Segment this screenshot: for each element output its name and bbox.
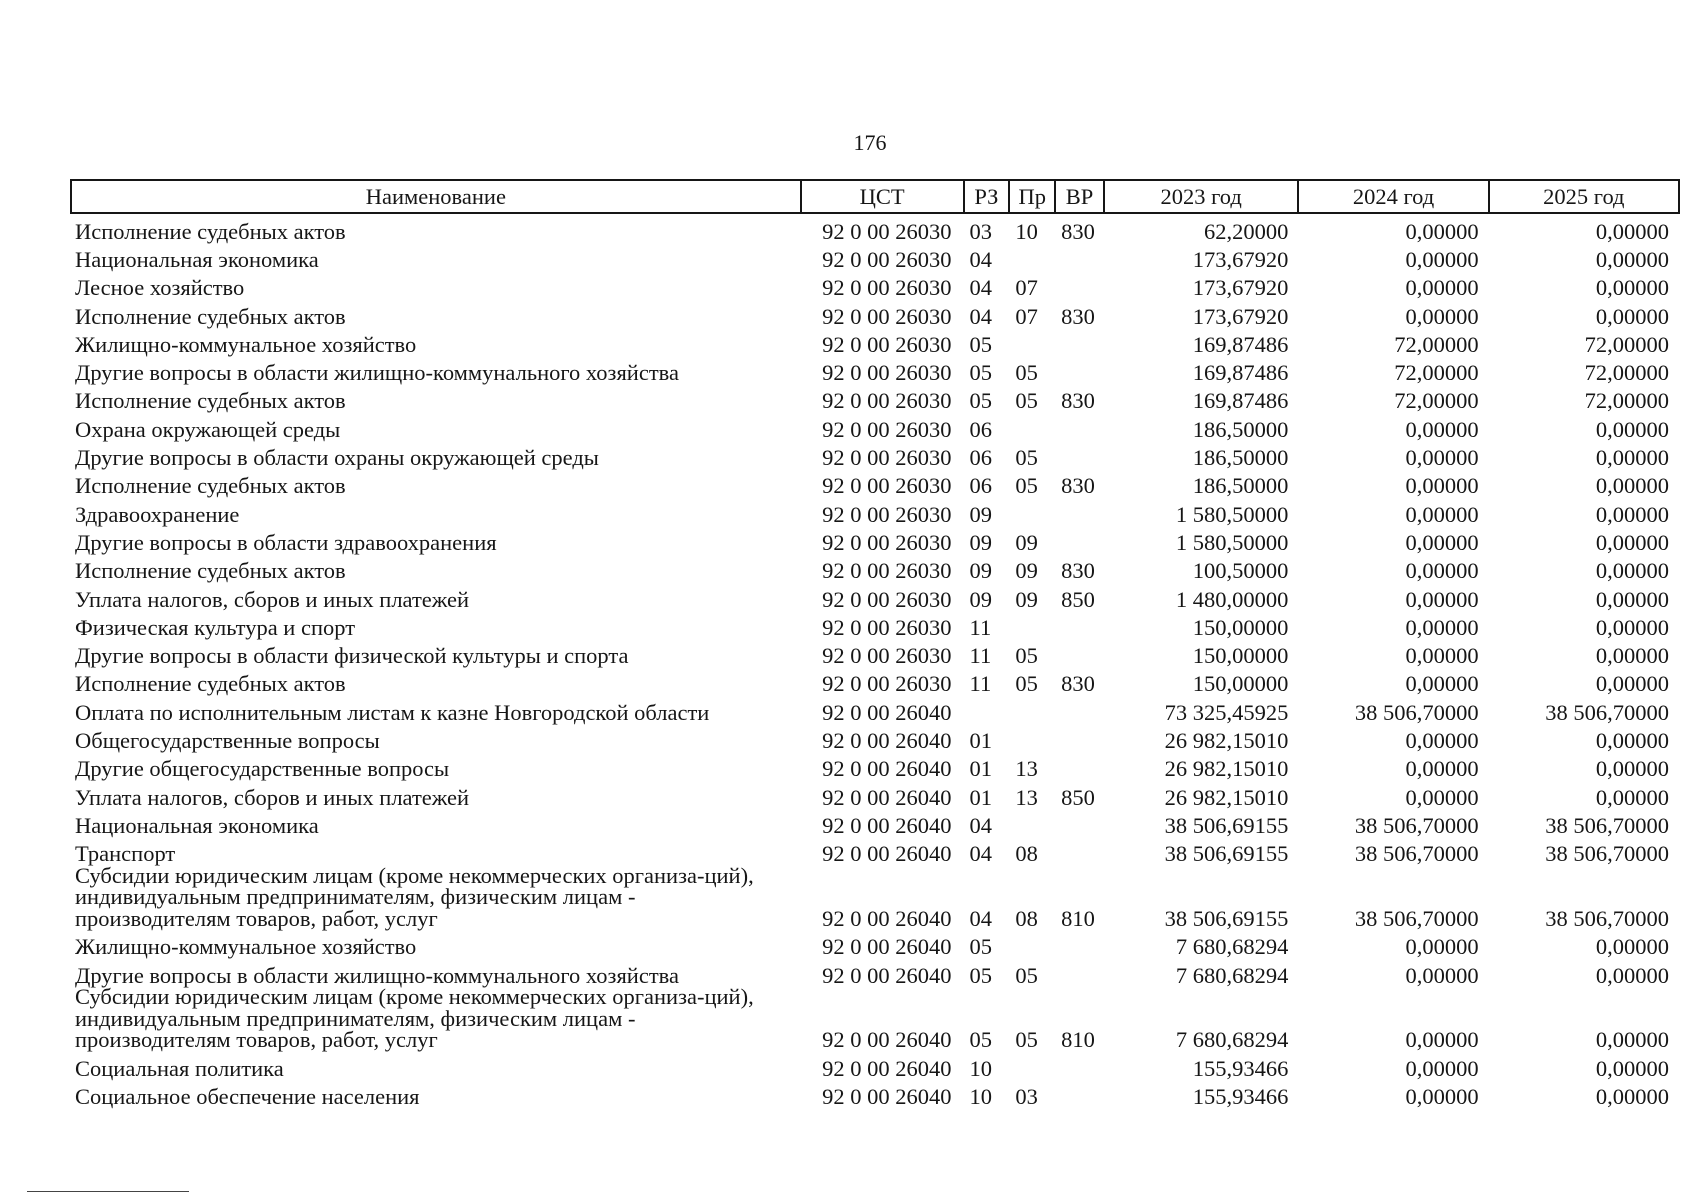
cell-2023: 38 506,69155 [1164, 812, 1289, 838]
cell-2024: 0,00000 [1405, 962, 1479, 988]
cell-vr [1055, 752, 1104, 780]
cell-2025: 0,00000 [1595, 1055, 1669, 1081]
cell-pr: 05 [1015, 388, 1038, 414]
cell-2024: 0,00000 [1405, 529, 1479, 555]
cell-vr: 830 [1061, 218, 1095, 244]
cell-2024: 0,00000 [1405, 728, 1479, 754]
cell-cst: 92 0 00 26030 [822, 558, 952, 584]
cell-2023: 1 580,50000 [1175, 501, 1289, 527]
cell-name: Другие вопросы в области жилищно-коммунального хозяйства [75, 962, 679, 988]
cell-rz: 05 [969, 1027, 993, 1053]
cell-2023: 73 325,45925 [1164, 699, 1289, 725]
cell-2024: 72,00000 [1394, 360, 1479, 386]
cell-vr [1055, 327, 1104, 355]
cell-cst: 92 0 00 26030 [822, 671, 952, 697]
cell-name: Субсидии юридическим лицам (кроме некоммерческих организа-ций), индивидуальным предпринимателям, физическим лицам - производителям товаров, работ, услуг [75, 984, 754, 1053]
cell-cst: 92 0 00 26040 [822, 1055, 952, 1081]
table-row [71, 808, 1679, 836]
cell-2023: 173,67920 [1192, 247, 1289, 272]
cell-2024: 0,00000 [1405, 671, 1479, 697]
table-row [71, 610, 1679, 638]
cell-2023: 155,93466 [1192, 1055, 1289, 1081]
cell-cst: 92 0 00 26040 [822, 812, 952, 838]
cell-pr [1009, 242, 1055, 270]
cell-vr: 830 [1061, 558, 1095, 584]
cell-2025: 0,00000 [1595, 1027, 1669, 1053]
table-row [71, 1051, 1679, 1079]
cell-name: Социальная политика [75, 1055, 284, 1081]
cell-rz: 10 [969, 1083, 993, 1109]
table-row [71, 638, 1679, 666]
cell-2025: 0,00000 [1595, 643, 1669, 669]
table-row [71, 930, 1679, 958]
header-rz: РЗ [964, 180, 1010, 213]
table-row [71, 213, 1679, 242]
header-2023: 2023 год [1104, 180, 1298, 213]
cell-2024: 0,00000 [1405, 934, 1479, 960]
cell-rz: 10 [969, 1055, 993, 1081]
cell-2023: 26 982,15010 [1164, 728, 1289, 754]
cell-cst: 92 0 00 26040 [822, 756, 952, 782]
cell-rz: 09 [969, 501, 993, 527]
cell-2023: 62,20000 [1203, 218, 1289, 244]
cell-2025: 0,00000 [1595, 416, 1669, 442]
cell-2024: 0,00000 [1405, 586, 1479, 612]
cell-2024: 0,00000 [1405, 445, 1479, 471]
table-row [71, 299, 1679, 327]
table-row [71, 271, 1679, 299]
cell-rz: 04 [969, 841, 993, 867]
cell-2023: 150,00000 [1192, 614, 1289, 640]
cell-rz [964, 695, 1010, 723]
cell-rz: 05 [969, 934, 993, 960]
cell-2023: 155,93466 [1192, 1083, 1289, 1109]
cell-cst: 92 0 00 26030 [822, 388, 952, 414]
cell-pr [1009, 327, 1055, 355]
cell-rz: 04 [969, 303, 993, 329]
cell-2025: 0,00000 [1595, 558, 1669, 584]
table-row [71, 440, 1679, 468]
cell-pr: 09 [1015, 558, 1038, 584]
cell-cst: 92 0 00 26030 [822, 643, 952, 669]
cell-cst: 92 0 00 26030 [822, 445, 952, 471]
header-vr: ВР [1055, 180, 1104, 213]
cell-pr: 07 [1015, 275, 1038, 301]
cell-pr: 05 [1015, 1027, 1038, 1053]
cell-vr [1055, 271, 1104, 299]
cell-2023: 173,67920 [1192, 303, 1289, 329]
cell-pr: 05 [1015, 445, 1038, 471]
cell-pr: 08 [1015, 841, 1038, 867]
cell-2024: 0,00000 [1405, 614, 1479, 640]
cell-pr [1009, 1051, 1055, 1079]
cell-name: Уплата налогов, сборов и иных платежей [75, 784, 470, 810]
header-name: Наименование [71, 180, 801, 213]
cell-vr [1055, 610, 1104, 638]
cell-2025: 0,00000 [1595, 529, 1669, 555]
cell-vr [1055, 242, 1104, 270]
cell-rz: 04 [969, 906, 993, 932]
cell-vr [1055, 412, 1104, 440]
cell-2025: 0,00000 [1595, 303, 1669, 329]
cell-cst: 92 0 00 26030 [822, 501, 952, 527]
header-2025: 2025 год [1489, 180, 1679, 213]
table-row [71, 384, 1679, 412]
cell-2024: 0,00000 [1405, 218, 1479, 244]
cell-cst: 92 0 00 26040 [822, 728, 952, 754]
cell-2025: 0,00000 [1595, 501, 1669, 527]
cell-name: Национальная экономика [75, 812, 319, 838]
cell-pr: 09 [1015, 586, 1038, 612]
cell-2025: 0,00000 [1595, 445, 1669, 471]
cell-name: Исполнение судебных актов [75, 558, 346, 584]
cell-2024: 72,00000 [1394, 388, 1479, 414]
table-row [71, 554, 1679, 582]
cell-2023: 186,50000 [1192, 416, 1289, 442]
cell-vr: 850 [1061, 586, 1095, 612]
cell-2025: 72,00000 [1584, 331, 1669, 357]
cell-vr [1055, 930, 1104, 958]
cell-vr [1055, 723, 1104, 751]
cell-cst: 92 0 00 26030 [822, 416, 952, 442]
header-2024: 2024 год [1298, 180, 1488, 213]
cell-vr: 810 [1061, 1027, 1095, 1053]
footer-rule [27, 1191, 189, 1192]
cell-pr [1009, 695, 1055, 723]
table-row [71, 1079, 1679, 1107]
cell-2025: 0,00000 [1595, 756, 1669, 782]
table-row [71, 497, 1679, 525]
cell-pr: 09 [1015, 529, 1038, 555]
cell-2025: 72,00000 [1584, 388, 1669, 414]
cell-2025: 0,00000 [1595, 473, 1669, 499]
budget-table [70, 179, 1680, 1108]
cell-cst: 92 0 00 26030 [822, 614, 952, 640]
cell-cst: 92 0 00 26040 [822, 699, 952, 725]
cell-2024: 0,00000 [1405, 416, 1479, 442]
cell-rz: 04 [969, 247, 993, 272]
cell-pr: 05 [1015, 360, 1038, 386]
cell-name: Здравоохранение [75, 501, 240, 527]
cell-vr [1055, 837, 1104, 865]
cell-2023: 38 506,69155 [1164, 841, 1289, 867]
cell-rz: 04 [969, 812, 993, 838]
cell-2025: 38 506,70000 [1545, 812, 1669, 838]
cell-rz: 06 [969, 445, 993, 471]
cell-2025: 38 506,70000 [1545, 699, 1669, 725]
page-number: 176 [853, 130, 887, 155]
cell-vr [1055, 638, 1104, 666]
cell-2025: 0,00000 [1595, 784, 1669, 810]
table-row [71, 780, 1679, 808]
table-row [71, 242, 1679, 270]
cell-rz: 09 [969, 586, 993, 612]
cell-2025: 0,00000 [1595, 586, 1669, 612]
cell-name: Другие общегосударственные вопросы [75, 756, 450, 782]
cell-2024: 0,00000 [1405, 756, 1479, 782]
table-row [71, 958, 1679, 986]
table-row [71, 752, 1679, 780]
cell-cst: 92 0 00 26030 [822, 529, 952, 555]
cell-2025: 0,00000 [1595, 962, 1669, 988]
cell-rz: 11 [969, 643, 992, 669]
cell-vr: 830 [1061, 303, 1095, 329]
cell-rz: 05 [969, 388, 993, 414]
cell-pr: 05 [1015, 962, 1038, 988]
cell-2024: 38 506,70000 [1354, 812, 1479, 838]
cell-2025: 0,00000 [1595, 614, 1669, 640]
cell-2025: 38 506,70000 [1545, 906, 1669, 932]
cell-cst: 92 0 00 26030 [822, 360, 952, 386]
cell-2024: 0,00000 [1405, 558, 1479, 584]
cell-name: Другие вопросы в области физической культуры и спорта [75, 643, 629, 669]
cell-rz: 11 [969, 671, 992, 697]
cell-2024: 0,00000 [1405, 1055, 1479, 1081]
cell-rz: 03 [969, 218, 993, 244]
cell-name: Жилищно-коммунальное хозяйство [75, 331, 417, 357]
cell-pr: 08 [1015, 906, 1038, 932]
cell-vr [1055, 1079, 1104, 1107]
table-header-row [71, 180, 1679, 213]
cell-2023: 7 680,68294 [1175, 1027, 1289, 1053]
cell-2025: 0,00000 [1595, 934, 1669, 960]
cell-2023: 100,50000 [1192, 558, 1289, 584]
cell-name: Жилищно-коммунальное хозяйство [75, 934, 417, 960]
cell-rz: 06 [969, 416, 993, 442]
cell-name: Другие вопросы в области здравоохранения [75, 529, 497, 555]
cell-rz: 01 [969, 756, 993, 782]
cell-2024: 0,00000 [1405, 473, 1479, 499]
cell-name: Физическая культура и спорт [75, 614, 356, 640]
cell-pr [1009, 610, 1055, 638]
cell-cst: 92 0 00 26030 [822, 473, 952, 499]
cell-vr [1055, 1051, 1104, 1079]
cell-name: Другие вопросы в области жилищно-коммунального хозяйства [75, 360, 679, 386]
table-row [71, 837, 1679, 865]
table-row [71, 469, 1679, 497]
cell-name: Исполнение судебных актов [75, 218, 346, 244]
table-row [71, 695, 1679, 723]
cell-2023: 169,87486 [1192, 388, 1289, 414]
cell-cst: 92 0 00 26040 [822, 841, 952, 867]
cell-pr: 03 [1015, 1083, 1038, 1109]
cell-cst: 92 0 00 26040 [822, 962, 952, 988]
cell-cst: 92 0 00 26040 [822, 784, 952, 810]
cell-2024: 0,00000 [1405, 643, 1479, 669]
cell-pr: 05 [1015, 643, 1038, 669]
table-row [71, 582, 1679, 610]
cell-rz: 09 [969, 529, 993, 555]
cell-rz: 11 [969, 614, 992, 640]
cell-2023: 186,50000 [1192, 445, 1289, 471]
cell-name: Субсидии юридическим лицам (кроме некоммерческих организа-ций), индивидуальным предпринимателям, физическим лицам - производителям товаров, работ, услуг [75, 862, 754, 932]
cell-pr: 13 [1015, 756, 1038, 782]
cell-2023: 1 580,50000 [1175, 529, 1289, 555]
cell-2024: 0,00000 [1405, 1027, 1479, 1053]
cell-rz: 01 [969, 728, 993, 754]
cell-2024: 0,00000 [1405, 784, 1479, 810]
cell-name: Общегосударственные вопросы [75, 728, 380, 754]
cell-2024: 38 506,70000 [1354, 906, 1479, 932]
cell-cst: 92 0 00 26040 [822, 934, 952, 960]
cell-2025: 0,00000 [1595, 728, 1669, 754]
cell-name: Исполнение судебных актов [75, 303, 346, 329]
cell-2023: 1 480,00000 [1175, 586, 1289, 612]
cell-vr: 850 [1061, 784, 1095, 810]
cell-cst: 92 0 00 26040 [822, 906, 952, 932]
cell-pr [1009, 497, 1055, 525]
cell-pr: 13 [1015, 784, 1038, 810]
cell-2024: 38 506,70000 [1354, 841, 1479, 867]
cell-2025: 0,00000 [1595, 247, 1669, 272]
cell-pr [1009, 808, 1055, 836]
cell-2023: 7 680,68294 [1175, 962, 1289, 988]
table-row [71, 525, 1679, 553]
cell-cst: 92 0 00 26040 [822, 1027, 952, 1053]
cell-vr [1055, 695, 1104, 723]
cell-2024: 0,00000 [1405, 501, 1479, 527]
cell-rz: 04 [969, 275, 993, 301]
header-cst: ЦСТ [801, 180, 964, 213]
cell-pr [1009, 412, 1055, 440]
cell-rz: 05 [969, 360, 993, 386]
cell-name: Охрана окружающей среды [75, 416, 341, 442]
cell-2024: 0,00000 [1405, 275, 1479, 301]
cell-cst: 92 0 00 26040 [822, 1083, 952, 1109]
table-row [71, 412, 1679, 440]
cell-2025: 0,00000 [1595, 1083, 1669, 1109]
cell-vr: 830 [1061, 671, 1095, 697]
cell-rz: 06 [969, 473, 993, 499]
cell-2024: 72,00000 [1394, 331, 1479, 357]
cell-vr [1055, 525, 1104, 553]
cell-name: Исполнение судебных актов [75, 473, 346, 499]
cell-rz: 05 [969, 962, 993, 988]
cell-pr: 07 [1015, 303, 1038, 329]
cell-name: Транспорт [75, 841, 176, 867]
cell-2023: 38 506,69155 [1164, 906, 1289, 932]
cell-vr: 830 [1061, 388, 1095, 414]
cell-name: Социальное обеспечение населения [75, 1083, 420, 1109]
cell-2024: 38 506,70000 [1354, 699, 1479, 725]
cell-2025: 38 506,70000 [1545, 841, 1669, 867]
cell-2023: 173,67920 [1192, 275, 1289, 301]
cell-vr [1055, 497, 1104, 525]
cell-2023: 186,50000 [1192, 473, 1289, 499]
cell-vr: 830 [1061, 473, 1095, 499]
cell-2024: 0,00000 [1405, 303, 1479, 329]
cell-pr: 05 [1015, 473, 1038, 499]
cell-cst: 92 0 00 26030 [822, 331, 952, 357]
cell-2024: 0,00000 [1405, 247, 1479, 272]
cell-2025: 0,00000 [1595, 275, 1669, 301]
cell-2023: 26 982,15010 [1164, 784, 1289, 810]
cell-2023: 150,00000 [1192, 643, 1289, 669]
cell-rz: 09 [969, 558, 993, 584]
cell-vr [1055, 958, 1104, 986]
cell-rz: 05 [969, 331, 993, 357]
cell-2023: 7 680,68294 [1175, 934, 1289, 960]
cell-2023: 169,87486 [1192, 331, 1289, 357]
cell-name: Лесное хозяйство [75, 275, 245, 301]
cell-cst: 92 0 00 26030 [822, 275, 952, 301]
table-row [71, 327, 1679, 355]
cell-name: Другие вопросы в области охраны окружающей среды [75, 445, 599, 471]
table-row [71, 723, 1679, 751]
cell-2025: 0,00000 [1595, 671, 1669, 697]
cell-name: Исполнение судебных актов [75, 671, 346, 697]
cell-vr: 810 [1061, 906, 1095, 932]
cell-rz: 01 [969, 784, 993, 810]
cell-name: Исполнение судебных актов [75, 388, 346, 414]
table-body [71, 213, 1679, 1108]
cell-vr [1055, 440, 1104, 468]
table-row [71, 986, 1679, 1051]
cell-pr [1009, 723, 1055, 751]
table-row [71, 865, 1679, 930]
cell-cst: 92 0 00 26030 [822, 303, 952, 329]
cell-cst: 92 0 00 26030 [822, 247, 952, 272]
cell-cst: 92 0 00 26030 [822, 586, 952, 612]
table-row [71, 667, 1679, 695]
cell-name: Уплата налогов, сборов и иных платежей [75, 586, 470, 612]
header-pr: Пр [1009, 180, 1055, 213]
cell-2023: 169,87486 [1192, 360, 1289, 386]
cell-name: Оплата по исполнительным листам к казне Новгородской области [75, 699, 710, 725]
cell-pr [1009, 930, 1055, 958]
cell-2025: 72,00000 [1584, 360, 1669, 386]
cell-cst: 92 0 00 26030 [822, 218, 952, 244]
cell-name: Национальная экономика [75, 247, 319, 272]
cell-2024: 0,00000 [1405, 1083, 1479, 1109]
cell-2023: 150,00000 [1192, 671, 1289, 697]
cell-2025: 0,00000 [1595, 218, 1669, 244]
cell-2023: 26 982,15010 [1164, 756, 1289, 782]
cell-vr [1055, 808, 1104, 836]
cell-pr: 10 [1015, 218, 1038, 244]
cell-pr: 05 [1015, 671, 1038, 697]
cell-vr [1055, 355, 1104, 383]
table-row [71, 355, 1679, 383]
